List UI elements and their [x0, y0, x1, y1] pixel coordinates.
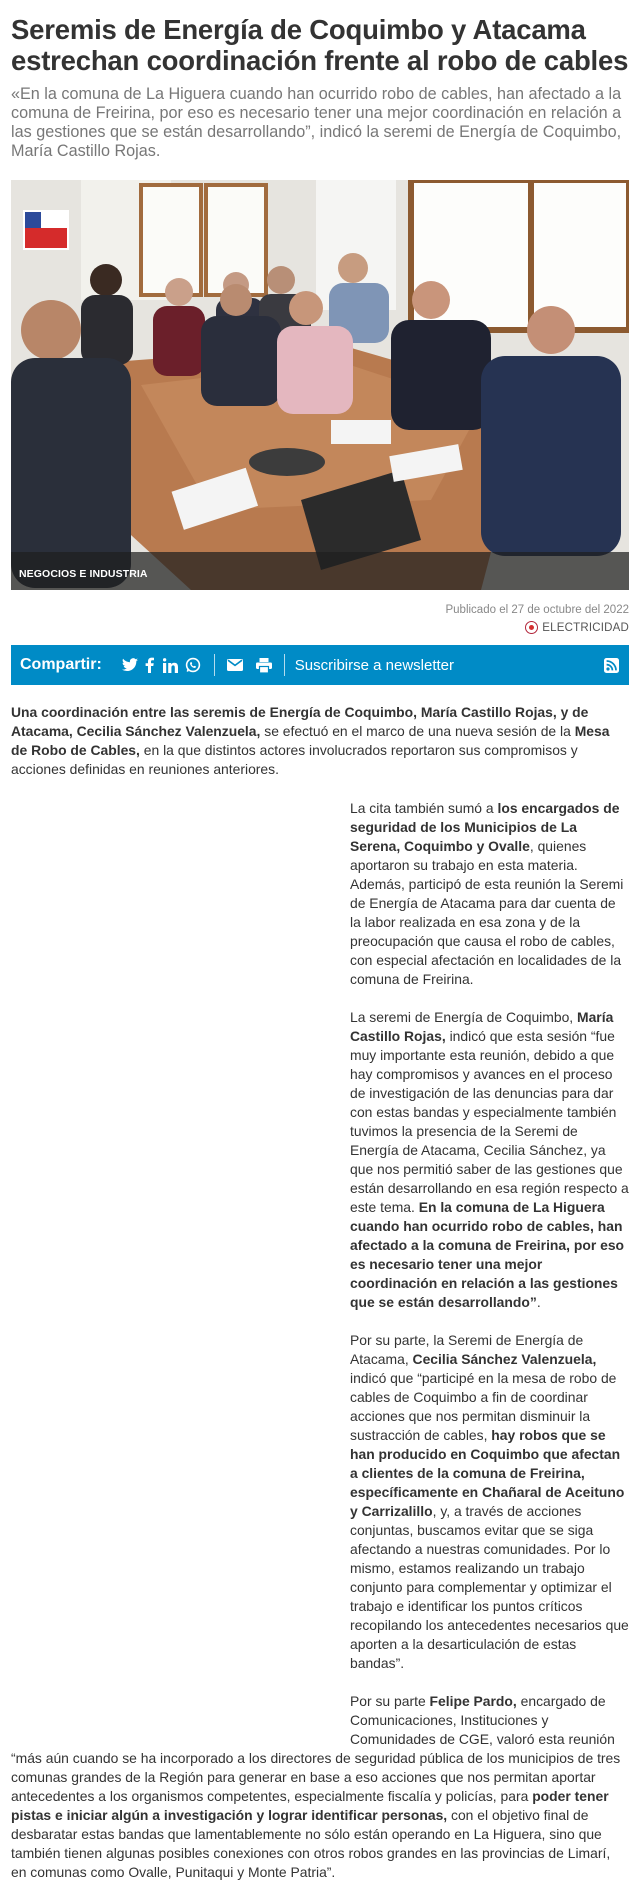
share-divider	[284, 654, 285, 676]
article-hero-image	[11, 180, 629, 590]
meeting-photo	[11, 180, 629, 590]
article-intro: Una coordinación entre las seremis de Energía de Coquimbo, María Castillo Rojas, y de Atacama, Cecilia Sánchez Valenzuela, se efectuó en el marco de una nueva sesión de la Mesa de Robo de Cables, en la que distintos actores involucrados reportaron sus compromisos y acciones definidas en reuniones anteriores.	[11, 704, 610, 777]
twitter-icon[interactable]	[120, 654, 140, 676]
article-paragraph: La seremi de Energía de Coquimbo, María Castillo Rojas, indicó que esta sesión “fue muy importante esta reunión, debido a que hay compromisos y avances en el proceso de investigación de las denuncias para dar con estas bandas y especialmente también tuvimos la presencia de la Seremi de Energía de Atacama, Cecilia Sánchez, ya que nos permitió saber de las gestiones que están desarrollando en esa región respecto a este tema. En la comuna de La Higuera cuando han ocurrido robo de cables, han afectado a la comuna de Freirina, por eso es necesario tener una mejor coordinación en relación a las gestiones que se están desarrollando”.	[350, 1009, 629, 1310]
bold-text: En la comuna de La Higuera cuando han ocurrido robo de cables, han afectado a la comuna de Freirina, por eso es necesario tener una mejor coordinación en relación a las gestiones que se están desarrollando”	[350, 1199, 625, 1310]
article-body	[11, 799, 629, 1749]
article-meta	[11, 604, 629, 634]
bold-text: Felipe Pardo,	[429, 1693, 517, 1709]
share-bar	[11, 645, 629, 685]
share-divider	[249, 654, 250, 676]
article-paragraph: Por su parte, la Seremi de Energía de Atacama, Cecilia Sánchez Valenzuela, indicó que “participé en la mesa de robo de cables de Coquimbo a fin de coordinar acciones que nos permitan disminuir la sustracción de cables, hay robos que se han producido en Coquimbo que afectan a clientes de la comuna de Freirina, específicamente en Chañaral de Aceituno y Carrizalillo, y, a través de acciones conjuntas, buscamos evitar que se siga afectando a nuestras comunidades. Por lo mismo, estamos realizando un trabajo conjunto para complementar y optimizar el trabajo e identificar los puntos críticos recopilando los antecedentes necesarios que aporten a la desarticulación de estas bandas”.	[350, 1332, 629, 1671]
article-tag-label[interactable]: ELECTRICIDAD	[542, 621, 629, 634]
facebook-icon[interactable]	[140, 654, 160, 676]
image-category-label[interactable]: NEGOCIOS E INDUSTRIA	[19, 568, 148, 580]
bold-text: Una coordinación entre las seremis de Energía de Coquimbo, María Castillo Rojas, y de Atacama, Cecilia Sánchez Valenzuela,	[11, 704, 589, 739]
whatsapp-icon[interactable]	[182, 654, 204, 676]
article-tag[interactable]	[11, 621, 629, 634]
bold-text: los encargados de seguridad de los Municipios de La Serena, Coquimbo y Ovalle	[350, 800, 620, 854]
article-paragraph-continuation: “más aún cuando se ha incorporado a los directores de seguridad pública de los municipios de tres comunas grandes de la Región para generar en base a eso acciones que nos permitan aportar antecedentes a los organismos competentes, especialmente fiscalía y policías, para poder tener pistas e iniciar algún a investigación y lograr identificar personas, con el objetivo final de desbaratar estas bandas que lamentablemente no sólo están operando en La Higuera, sino que también tienen algunas posibles conexiones con otros robos grandes en las provincias de Limarí, en comunas como Ovalle, Punitaqui y Monte Patria”.	[11, 1750, 621, 1880]
rss-icon[interactable]	[602, 654, 620, 676]
bold-text: María Castillo Rojas,	[350, 1009, 614, 1044]
article-lead: «En la comuna de La Higuera cuando han ocurrido robo de cables, han afectado a la comuna de Freirina, por eso es necesario tener una mejor coordinación en relación a las gestiones que se están desarrollando”, indicó la seremi de Energía de Coquimbo, María Castillo Rojas.	[11, 85, 622, 160]
linkedin-icon[interactable]	[160, 654, 182, 676]
article-title: Seremis de Energía de Coquimbo y Atacama estrechan coordinación frente al robo de cables	[11, 14, 629, 76]
tag-dot-icon	[525, 621, 538, 634]
publish-date: Publicado el 27 de octubre del 2022	[445, 604, 629, 616]
newsletter-link[interactable]: Suscribirse a newsletter	[294, 656, 455, 674]
share-divider	[214, 654, 215, 676]
bold-text: Cecilia Sánchez Valenzuela,	[412, 1351, 597, 1367]
share-label: Compartir:	[20, 656, 102, 673]
mail-icon[interactable]	[225, 654, 245, 676]
bold-text: hay robos que se han producido en Coquimbo que afectan a clientes de la comuna de Freirina, específicamente en Chañaral de Aceituno y Carrizalillo	[350, 1427, 625, 1519]
print-icon[interactable]	[254, 654, 274, 676]
article-paragraph: Por su parte Felipe Pardo, encargado de Comunicaciones, Instituciones y Comunidades de CGE, valoró esta reunión	[350, 1693, 615, 1747]
article-paragraph: La cita también sumó a los encargados de seguridad de los Municipios de La Serena, Coquimbo y Ovalle, quienes aportaron su trabajo en esta materia. Además, participó de esta reunión la Seremi de Energía de Atacama para dar cuenta de la labor realizada en esa zona y de la preocupación que causa el robo de cables, con especial afectación en localidades de la comuna de Freirina.	[350, 800, 624, 987]
bold-text: Mesa de Robo de Cables,	[11, 723, 610, 758]
bold-text: poder tener pistas e iniciar algún a investigación y lograr identificar personas,	[11, 1788, 609, 1823]
